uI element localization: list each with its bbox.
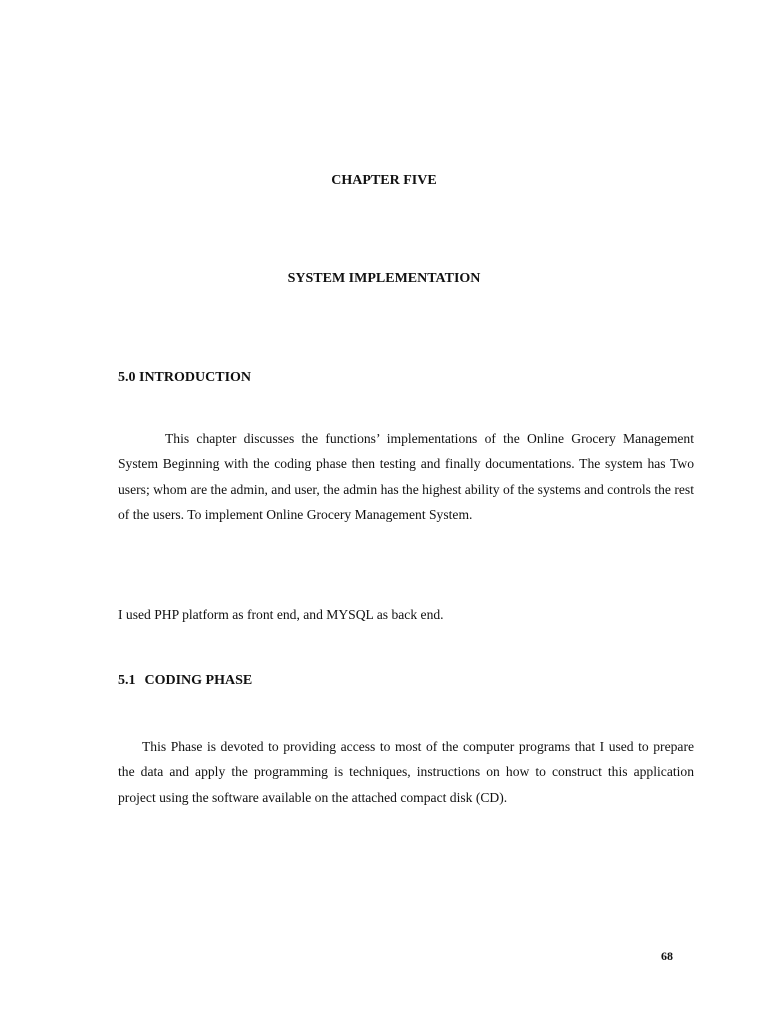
chapter-title: CHAPTER FIVE [331, 173, 437, 188]
chapter-subtitle: SYSTEM IMPLEMENTATION [287, 271, 481, 286]
coding-phase-paragraph: This Phase is devoted to providing access to most of the computer programs that I used to prepare the data and apply the programming is techniques, instructions on how to construct this application project using the software available on the attached compact disk (CD). [118, 739, 694, 805]
section-heading-introduction: 5.0 INTRODUCTION [118, 370, 252, 385]
section-title: CODING PHASE [144, 673, 253, 688]
page-number: 68 [661, 949, 673, 963]
section-heading-coding-phase [118, 672, 252, 690]
introduction-paragraph: This chapter discusses the functions’ implementations of the Online Grocery Management System Beginning with the coding phase then testing and finally documentations. The system has Two users; whom are the admin, and user, the admin has the highest ability of the systems and controls the rest of the users. To implement Online Grocery Management System. [118, 431, 694, 523]
platform-sentence: I used PHP platform as front end, and MYSQL as back end. [118, 607, 444, 622]
section-number: 5.1 [118, 673, 136, 688]
